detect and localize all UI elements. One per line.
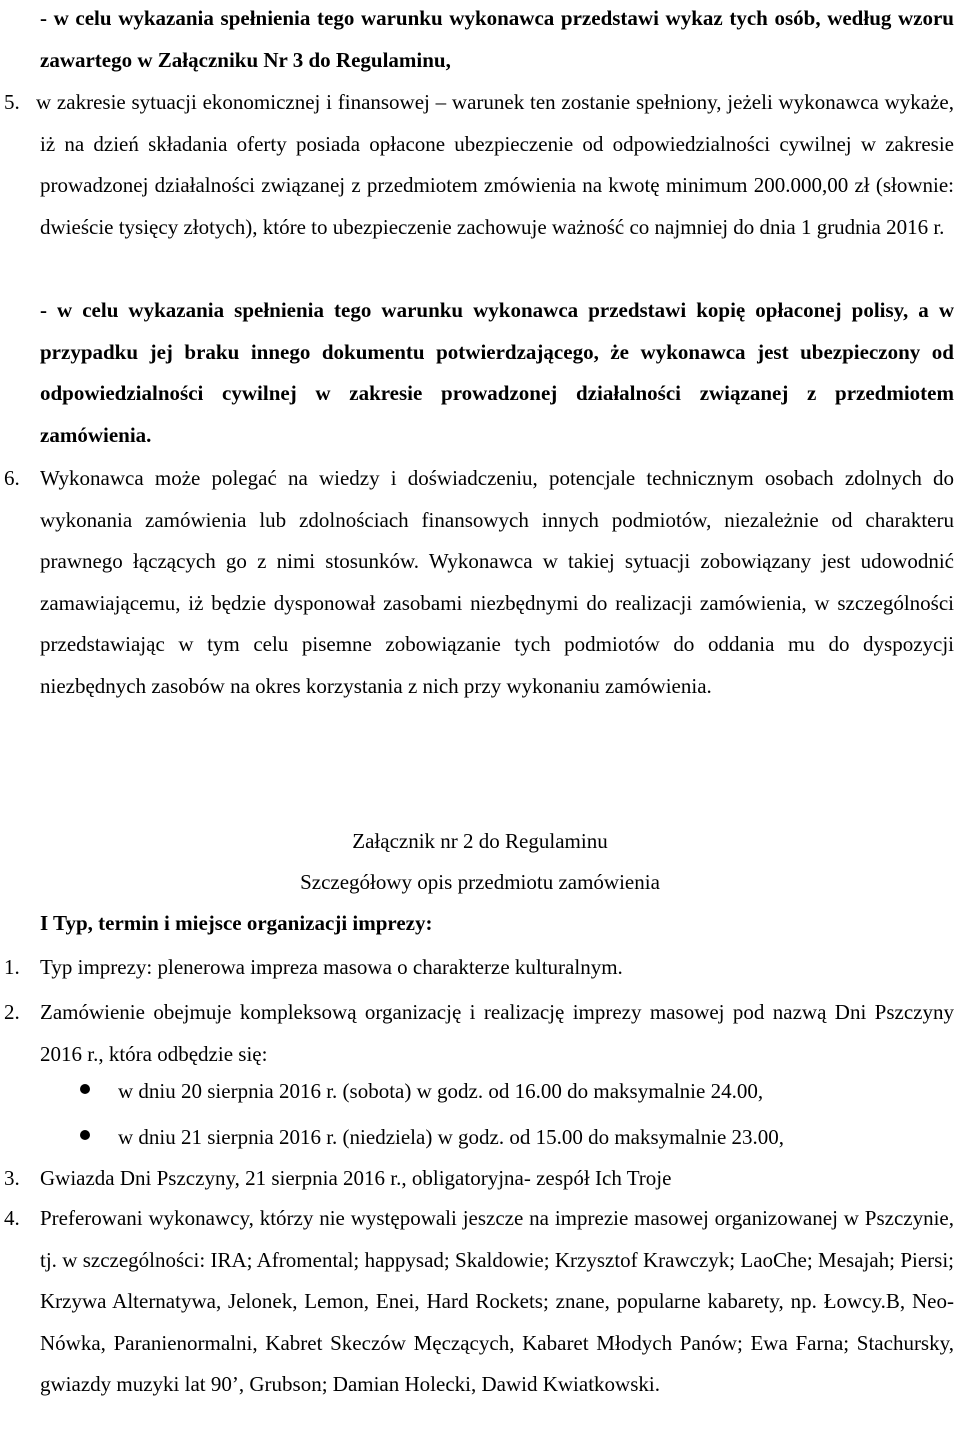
list-item-4-number: 4.	[4, 1206, 20, 1230]
list-item-2-number: 2.	[4, 1000, 20, 1024]
list-item-1-text: Typ imprezy: plenerowa impreza masowa o charakterze kulturalnym.	[40, 955, 623, 979]
list-item-4-text: Preferowani wykonawcy, którzy nie występowali jeszcze na imprezie masowej organizowanej w Pszczynie, tj. w szczególności: IRA; Afromental; happysad; Skaldowie; Krzysztof Krawczyk; LaoChe; Mesajah; Piersi; Krzywa Alternatywa, Jelonek, Lemon, Enei, Hard Rockets; znane, popularne kabarety, np. Łowcy.B, Neo-Nówka, Paranienormalni, Kabret Skeczów Męczących, Kabaret Młodych Panów; Ewa Farna; Stachursky, gwiazdy muzyki lat 90’, Grubson; Damian Holecki, Dawid Kwiatkowski.	[40, 1206, 954, 1396]
list-item-1-number: 1.	[4, 955, 20, 979]
item-6-number: 6.	[4, 466, 20, 490]
item-6-text: Wykonawca może polegać na wiedzy i doświadczeniu, potencjale technicznym osobach zdolnych do wykonania zamówienia lub zdolnościach finansowych innych podmiotów, niezależnie od charakteru prawnego łączących go z nimi stosunków. Wykonawca w takiej sytuacji zobowiązany jest udowodnić zamawiającemu, iż będzie dysponował zasobami niezbędnymi do realizacji zamówienia, w szczególności przedstawiając w tym celu pisemne zobowiązanie tych podmiotów do oddania mu do dyspozycji niezbędnych zasobów na okres korzystania z nich przy wykonaniu zamówienia.	[40, 466, 954, 698]
list-item-3-number: 3.	[4, 1166, 20, 1190]
bullet-item-1: w dniu 20 sierpnia 2016 r. (sobota) w godz. od 16.00 do maksymalnie 24.00,	[118, 1079, 764, 1103]
bullet-dot-1	[80, 1084, 90, 1094]
item-5-number: 5.	[4, 90, 20, 114]
bullet-item-2: w dniu 21 sierpnia 2016 r. (niedziela) w godz. od 15.00 do maksymalnie 23.00,	[118, 1125, 785, 1149]
section-heading: I Typ, termin i miejsce organizacji imprezy:	[40, 911, 433, 935]
item-5-bold-requirement: - w celu wykazania spełnienia tego warunku wykonawca przedstawi kopię opłaconej polisy, a w przypadku jej braku innego dokumentu potwierdzającego, że wykonawca jest ubezpieczony od odpowiedzialności cywilnej w zakresie prowadzonej działalności związanej z przedmiotem zamówienia.	[40, 298, 954, 447]
list-item-2-text: Zamówienie obejmuje kompleksową organizację i realizację imprezy masowej pod nazwą Dni Pszczyny 2016 r., która odbędzie się:	[40, 1000, 954, 1066]
annex-subtitle: Szczegółowy opis przedmiotu zamówienia	[300, 870, 660, 894]
annex-title: Załącznik nr 2 do Regulaminu	[352, 829, 608, 853]
bullet-dot-2	[80, 1130, 90, 1140]
paragraph-staff-requirement: - w celu wykazania spełnienia tego warunku wykonawca przedstawi wykaz tych osób, według wzoru zawartego w Załączniku Nr 3 do Regulaminu,	[40, 6, 954, 72]
list-item-3-text: Gwiazda Dni Pszczyny, 21 sierpnia 2016 r., obligatoryjna- zespół Ich Troje	[40, 1166, 672, 1190]
item-5-text: w zakresie sytuacji ekonomicznej i finansowej – warunek ten zostanie spełniony, jeżeli wykonawca wykaże, iż na dzień składania oferty posiada opłacone ubezpieczenie od odpowiedzialności cywilnej w zakresie prowadzonej działalności związanej z przedmiotem zmówienia na kwotę minimum 200.000,00 zł (słownie: dwieście tysięcy złotych), które to ubezpieczenie zachowuje ważność co najmniej do dnia 1 grudnia 2016 r.	[36, 90, 954, 239]
